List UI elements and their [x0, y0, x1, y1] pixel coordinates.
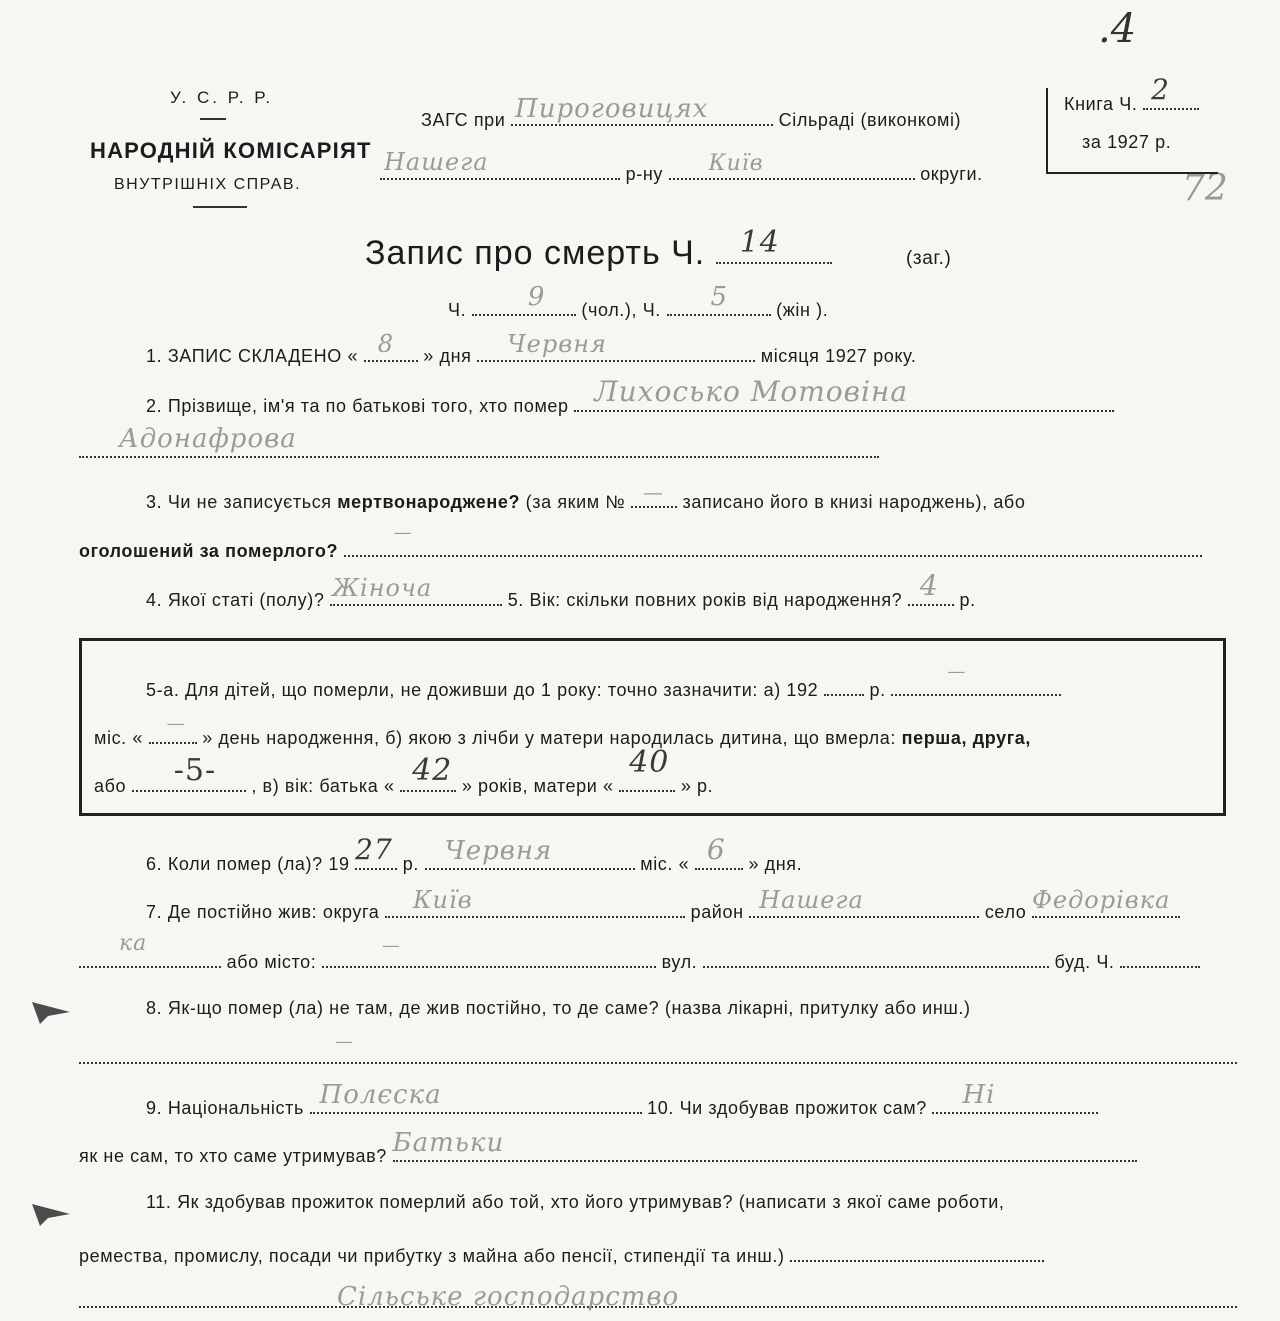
- q5a-or: або: [94, 776, 127, 796]
- q5-age: 4: [919, 569, 939, 602]
- q1-tail: місяця 1927 року.: [760, 346, 917, 366]
- header-divider: [200, 118, 226, 120]
- q9-line-2: [79, 1128, 1137, 1167]
- q7-village: Федорівка: [1031, 886, 1171, 914]
- q2-value-2: Адонафрова: [119, 424, 297, 454]
- republic-label: У. С. Р. Р.: [170, 88, 274, 107]
- q5a-order-value: -5-: [173, 753, 217, 788]
- q2-field: [574, 375, 1114, 412]
- q8-line: 8. Як-що помер (ла) не там, де жив постійно, то де саме? (назва лікарні, притулку або инш.): [146, 998, 971, 1018]
- q7-okrug: Київ: [412, 886, 473, 914]
- q7-city-label: або місто:: [226, 952, 317, 972]
- q4-label: 4. Якої статі (полу)?: [146, 590, 325, 610]
- q5a-birth-order-text: » день народження, б) якою з лічби у матери народилась дитина, що вмерла:: [202, 728, 896, 748]
- q4-value: Жіноча: [332, 574, 433, 602]
- q6-month-field: [425, 836, 635, 870]
- q3-text-a: 3. Чи не записується: [146, 492, 332, 512]
- record-number-field: [716, 225, 832, 264]
- q3-line-2: [79, 522, 1202, 562]
- q5a-father-field: [400, 753, 456, 792]
- q7-village-cont-field: [79, 931, 221, 968]
- okrug-label: округи.: [920, 164, 983, 184]
- district-line: [380, 148, 983, 185]
- q1-month: Червня: [507, 330, 607, 358]
- district-field: [380, 148, 620, 180]
- female-count: 5: [710, 282, 729, 312]
- q7-house-label: буд. Ч.: [1054, 952, 1115, 972]
- q2-line-2: [79, 424, 879, 463]
- q8-field: [79, 1031, 1237, 1064]
- q6-year-field: [355, 833, 397, 870]
- q7-village-cont: ка: [119, 931, 148, 956]
- zags-field: [511, 94, 773, 126]
- ch-label: Ч.: [448, 300, 467, 320]
- q7-street-field: [703, 948, 1049, 968]
- zags-value: Пироговицях: [515, 94, 709, 124]
- q5a-father-value: 42: [412, 753, 453, 788]
- header-divider-2: [193, 206, 247, 208]
- q1-label: 1. ЗАПИС СКЛАДЕНО «: [146, 346, 359, 366]
- q2-line: [146, 375, 1114, 417]
- district-label: р-ну: [625, 164, 663, 184]
- q6-day: 6: [706, 833, 726, 866]
- record-number: 14: [739, 225, 780, 260]
- q9-line: [146, 1080, 1098, 1119]
- q6-line: [146, 833, 803, 875]
- male-label: (чол.), Ч.: [581, 300, 661, 320]
- book-line: [1064, 73, 1199, 115]
- q1-day-field: [364, 330, 418, 362]
- q3-stillborn: мертвонароджене?: [337, 492, 521, 512]
- district-value: Нашега: [384, 148, 489, 176]
- q5-age-field: [908, 569, 954, 606]
- q5a-mother-field: [619, 745, 675, 792]
- q5a-year-field: [824, 676, 864, 696]
- q7-village-label: село: [984, 902, 1027, 922]
- q2-value-1: Лихосько Мотовіна: [594, 375, 909, 408]
- q5a-text: 5-а. Для дітей, що померли, не доживши до 1 року: точно зазначити: а) 192: [146, 680, 819, 700]
- book-field: [1143, 73, 1199, 110]
- q9-field: [310, 1080, 642, 1114]
- corner-mark: .4: [1098, 6, 1137, 52]
- male-count-field: [472, 282, 576, 316]
- q7-city: —: [381, 935, 401, 956]
- q7-district-field: [749, 886, 979, 918]
- q3-number-field: [631, 480, 677, 508]
- q6-tail: » дня.: [748, 854, 803, 874]
- corner-mark-2: 72: [1182, 168, 1228, 209]
- q7-street-label: вул.: [661, 952, 698, 972]
- q6-month: Червня: [444, 836, 553, 866]
- q4-field: [330, 574, 502, 606]
- q1-mid: » дня: [423, 346, 472, 366]
- q3-text-c: (за яким №: [525, 492, 626, 512]
- q11-line-2: [79, 1242, 1044, 1267]
- q5a-year-value: —: [947, 661, 967, 682]
- q1-line: [146, 330, 917, 367]
- q10-label: 10. Чи здобував прожиток сам?: [647, 1098, 927, 1118]
- q5a-line-3: [94, 745, 714, 797]
- q5a-tail: » р.: [680, 776, 714, 796]
- zags-label: ЗАГС при: [421, 110, 506, 130]
- q7-district-label: район: [690, 902, 744, 922]
- q5a-month-field: [149, 713, 197, 744]
- q6-mid: міс. «: [640, 854, 690, 874]
- q7-district: Нашега: [759, 886, 864, 914]
- q3-text-d: записано його в книзі народжень), або: [682, 492, 1026, 512]
- male-count: 9: [527, 282, 546, 312]
- q11-line-3: [79, 1282, 1237, 1313]
- q5a-line-2: [94, 713, 1032, 749]
- council-label: Сільраді (виконкомі): [778, 110, 962, 130]
- q5a-month-value: —: [166, 713, 186, 734]
- title-line: [365, 225, 832, 273]
- okrug-field: [669, 151, 915, 180]
- book-label: Книга Ч.: [1064, 94, 1138, 114]
- q5a-month-label: міс. «: [94, 728, 143, 748]
- department-label: ВНУТРІШНІХ СПРАВ.: [114, 176, 302, 193]
- female-count-field: [667, 282, 771, 316]
- q10-field: [932, 1080, 1098, 1114]
- q9-support-value: Батьки: [392, 1128, 505, 1158]
- q7-city-field: [322, 935, 656, 968]
- q11-field: [790, 1242, 1044, 1262]
- q9-support-field: [392, 1128, 1137, 1162]
- q5a-order-field: [132, 753, 246, 792]
- q3-declared-field: [344, 522, 1202, 557]
- q9-label: 9. Національність: [146, 1098, 304, 1118]
- q11-text-2: ремества, промислу, посади чи прибутку з майна або пенсії, стипендії та инш.): [79, 1246, 785, 1266]
- q10-value: Ні: [962, 1080, 996, 1110]
- q5a-year-tail: р.: [869, 680, 886, 700]
- zags-line: [421, 94, 962, 131]
- q3-declared-value: —: [393, 522, 413, 543]
- q2-field-2: [79, 424, 879, 458]
- book-year: за 1927 р.: [1082, 132, 1172, 152]
- q1-month-field: [477, 330, 755, 362]
- q3-line: [146, 480, 1026, 513]
- q11-value: Сільське господарство: [337, 1282, 680, 1312]
- q7-village-field: [1031, 886, 1180, 918]
- binding-mark-icon: [30, 996, 74, 1026]
- gender-count-line: [448, 282, 829, 321]
- q5a-mother-value: 40: [629, 745, 670, 780]
- q7-line-2: [79, 931, 1200, 973]
- q5-label: 5. Вік: скільки повних років від народження?: [507, 590, 903, 610]
- q8-line-2: [79, 1031, 1237, 1069]
- q6-day-field: [695, 833, 743, 870]
- q9-support-label: як не сам, то хто саме утримував?: [79, 1146, 387, 1166]
- q4-line: [146, 569, 976, 611]
- q5a-order-options: перша, друга,: [901, 728, 1032, 748]
- q5-age-unit: р.: [959, 590, 976, 610]
- q7-house-field: [1120, 948, 1200, 968]
- book-value: 2: [1151, 73, 1170, 106]
- commissariat-label: НАРОДНІЙ КОМІСАРІЯТ: [90, 138, 372, 163]
- page-title: Запис про смерть Ч.: [365, 234, 706, 272]
- q6-label: 6. Коли помер (ла)? 19: [146, 854, 350, 874]
- q1-day: 8: [377, 330, 394, 358]
- q7-okrug-field: [385, 886, 685, 918]
- q6-year: 27: [355, 833, 393, 866]
- q5a-line: [146, 661, 1061, 701]
- q3-declared-dead: оголошений за померлого?: [79, 541, 339, 561]
- q9-value: Полєска: [319, 1080, 442, 1110]
- q6-year-tail: р.: [402, 854, 419, 874]
- q5a-mother-label: » років, матери «: [461, 776, 614, 796]
- q3-number: —: [642, 480, 664, 504]
- q7-label: 7. Де постійно жив: округа: [146, 902, 380, 922]
- q5a-father-label: , в) вік: батька «: [251, 776, 395, 796]
- q11-line: 11. Як здобував прожиток померлий або той, хто його утримував? (написати з якої саме роботи,: [146, 1192, 1005, 1212]
- q11-answer-field: [79, 1282, 1237, 1312]
- q2-label: 2. Прізвище, ім'я та по батькові того, хто помер: [146, 396, 569, 416]
- q5a-rest-field: [891, 661, 1061, 696]
- q7-line: [146, 886, 1180, 923]
- okrug-value: Київ: [708, 151, 764, 176]
- binding-mark-icon-2: [30, 1198, 74, 1228]
- q8-value: —: [335, 1031, 354, 1052]
- female-label: (жін ).: [776, 300, 829, 320]
- total-label: (заг.): [906, 248, 952, 269]
